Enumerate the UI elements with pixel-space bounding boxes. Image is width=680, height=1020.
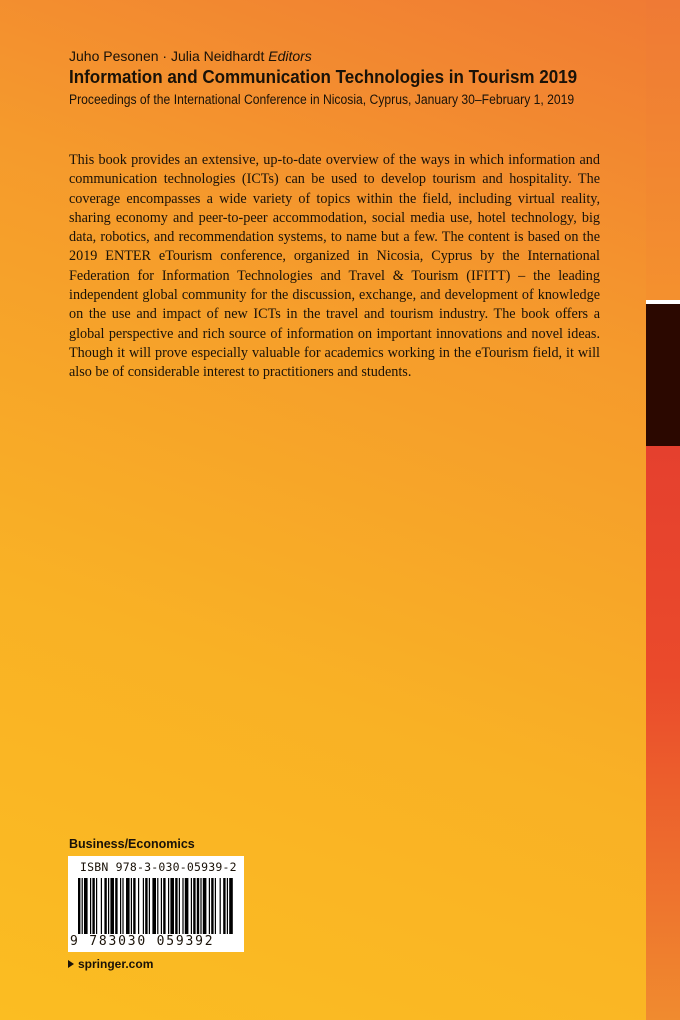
- barcode-bar: [101, 878, 102, 934]
- barcode-bar: [179, 878, 180, 934]
- barcode-bar: [120, 878, 121, 934]
- editors-role: Editors: [268, 48, 312, 64]
- barcode-bar: [193, 878, 195, 934]
- barcode-bar: [84, 878, 88, 934]
- isbn-barcode: [68, 856, 244, 952]
- barcode-bars: [78, 878, 234, 934]
- barcode-bar: [131, 878, 132, 934]
- barcode-bar: [211, 878, 213, 934]
- barcode-bar: [200, 878, 201, 934]
- barcode-bar: [78, 878, 80, 934]
- barcode-bar: [152, 878, 156, 934]
- barcode-bar: [175, 878, 177, 934]
- barcode-bar: [90, 878, 91, 934]
- barcode-bar: [96, 878, 97, 934]
- barcode-bar: [170, 878, 174, 934]
- barcode-bar: [229, 878, 233, 934]
- book-subtitle: Proceedings of the International Conference in Nicosia, Cyprus, January 30–February 1, 2019: [69, 92, 575, 107]
- barcode-bar: [209, 878, 210, 934]
- barcode-bar: [223, 878, 225, 934]
- isbn-label: ISBN 978-3-030-05939-2: [80, 860, 237, 874]
- editor-names: Juho Pesonen · Julia Neidhardt: [69, 48, 265, 64]
- spine-edge-red-block: [646, 446, 680, 1020]
- cover-header: [69, 47, 629, 109]
- barcode-bar: [122, 878, 123, 934]
- barcode-bar: [215, 878, 216, 934]
- barcode-bar: [145, 878, 147, 934]
- book-description: This book provides an extensive, up-to-date overview of the ways in which information and communication technologies (ICTs) can be used to develop tourism and hospitality. The coverage encompasses a wide variety of topics within the field, including virtual reality, sharing economy and peer-to-peer accommodation, social media use, hotel technology, big data, robotics, and recommendation systems, to name but a few. The content is based on the 2019 ENTER eTourism conference, organized in Nicosia, Cyprus by the International Federation for Information Technologies and Travel & Tourism (IFITT) – the leading independent global community for the discussion, exchange, and development of knowledge on the use and impact of new ICTs in the travel and tourism industry. The book offers a global perspective and rich source of information on important innovations and novel ideas. Though it will prove especially valuable for academics working in the eTourism field, it will also be of considerable interest to practitioners and students.: [69, 152, 600, 381]
- barcode-bar: [104, 878, 106, 934]
- barcode-bar: [143, 878, 144, 934]
- barcode-bar: [157, 878, 158, 934]
- barcode-bar: [191, 878, 192, 934]
- barcode-bar: [115, 878, 117, 934]
- barcode-bar: [227, 878, 228, 934]
- barcode-bar: [92, 878, 94, 934]
- arrow-right-icon: [68, 960, 74, 968]
- barcode-bar: [182, 878, 183, 934]
- barcode-bar: [110, 878, 114, 934]
- barcode-bar: [168, 878, 169, 934]
- subject-category: Business/Economics: [69, 837, 195, 851]
- barcode-bar: [163, 878, 165, 934]
- barcode-bar: [138, 878, 139, 934]
- barcode-bar: [161, 878, 162, 934]
- barcode-digits: 9 783030 059392: [70, 934, 215, 949]
- barcode-bar: [108, 878, 109, 934]
- barcode-bar: [185, 878, 189, 934]
- publisher-website[interactable]: [68, 957, 153, 971]
- barcode-bar: [126, 878, 130, 934]
- barcode-bar: [220, 878, 221, 934]
- website-label: springer.com: [78, 957, 154, 971]
- book-title: Information and Communication Technologies in Tourism 2019: [69, 66, 578, 87]
- editors-line: [69, 47, 629, 65]
- spine-edge-dark-block: [646, 304, 680, 446]
- barcode-bar: [203, 878, 207, 934]
- barcode-bar: [82, 878, 83, 934]
- barcode-bar: [197, 878, 199, 934]
- barcode-bar: [133, 878, 135, 934]
- barcode-bar: [149, 878, 150, 934]
